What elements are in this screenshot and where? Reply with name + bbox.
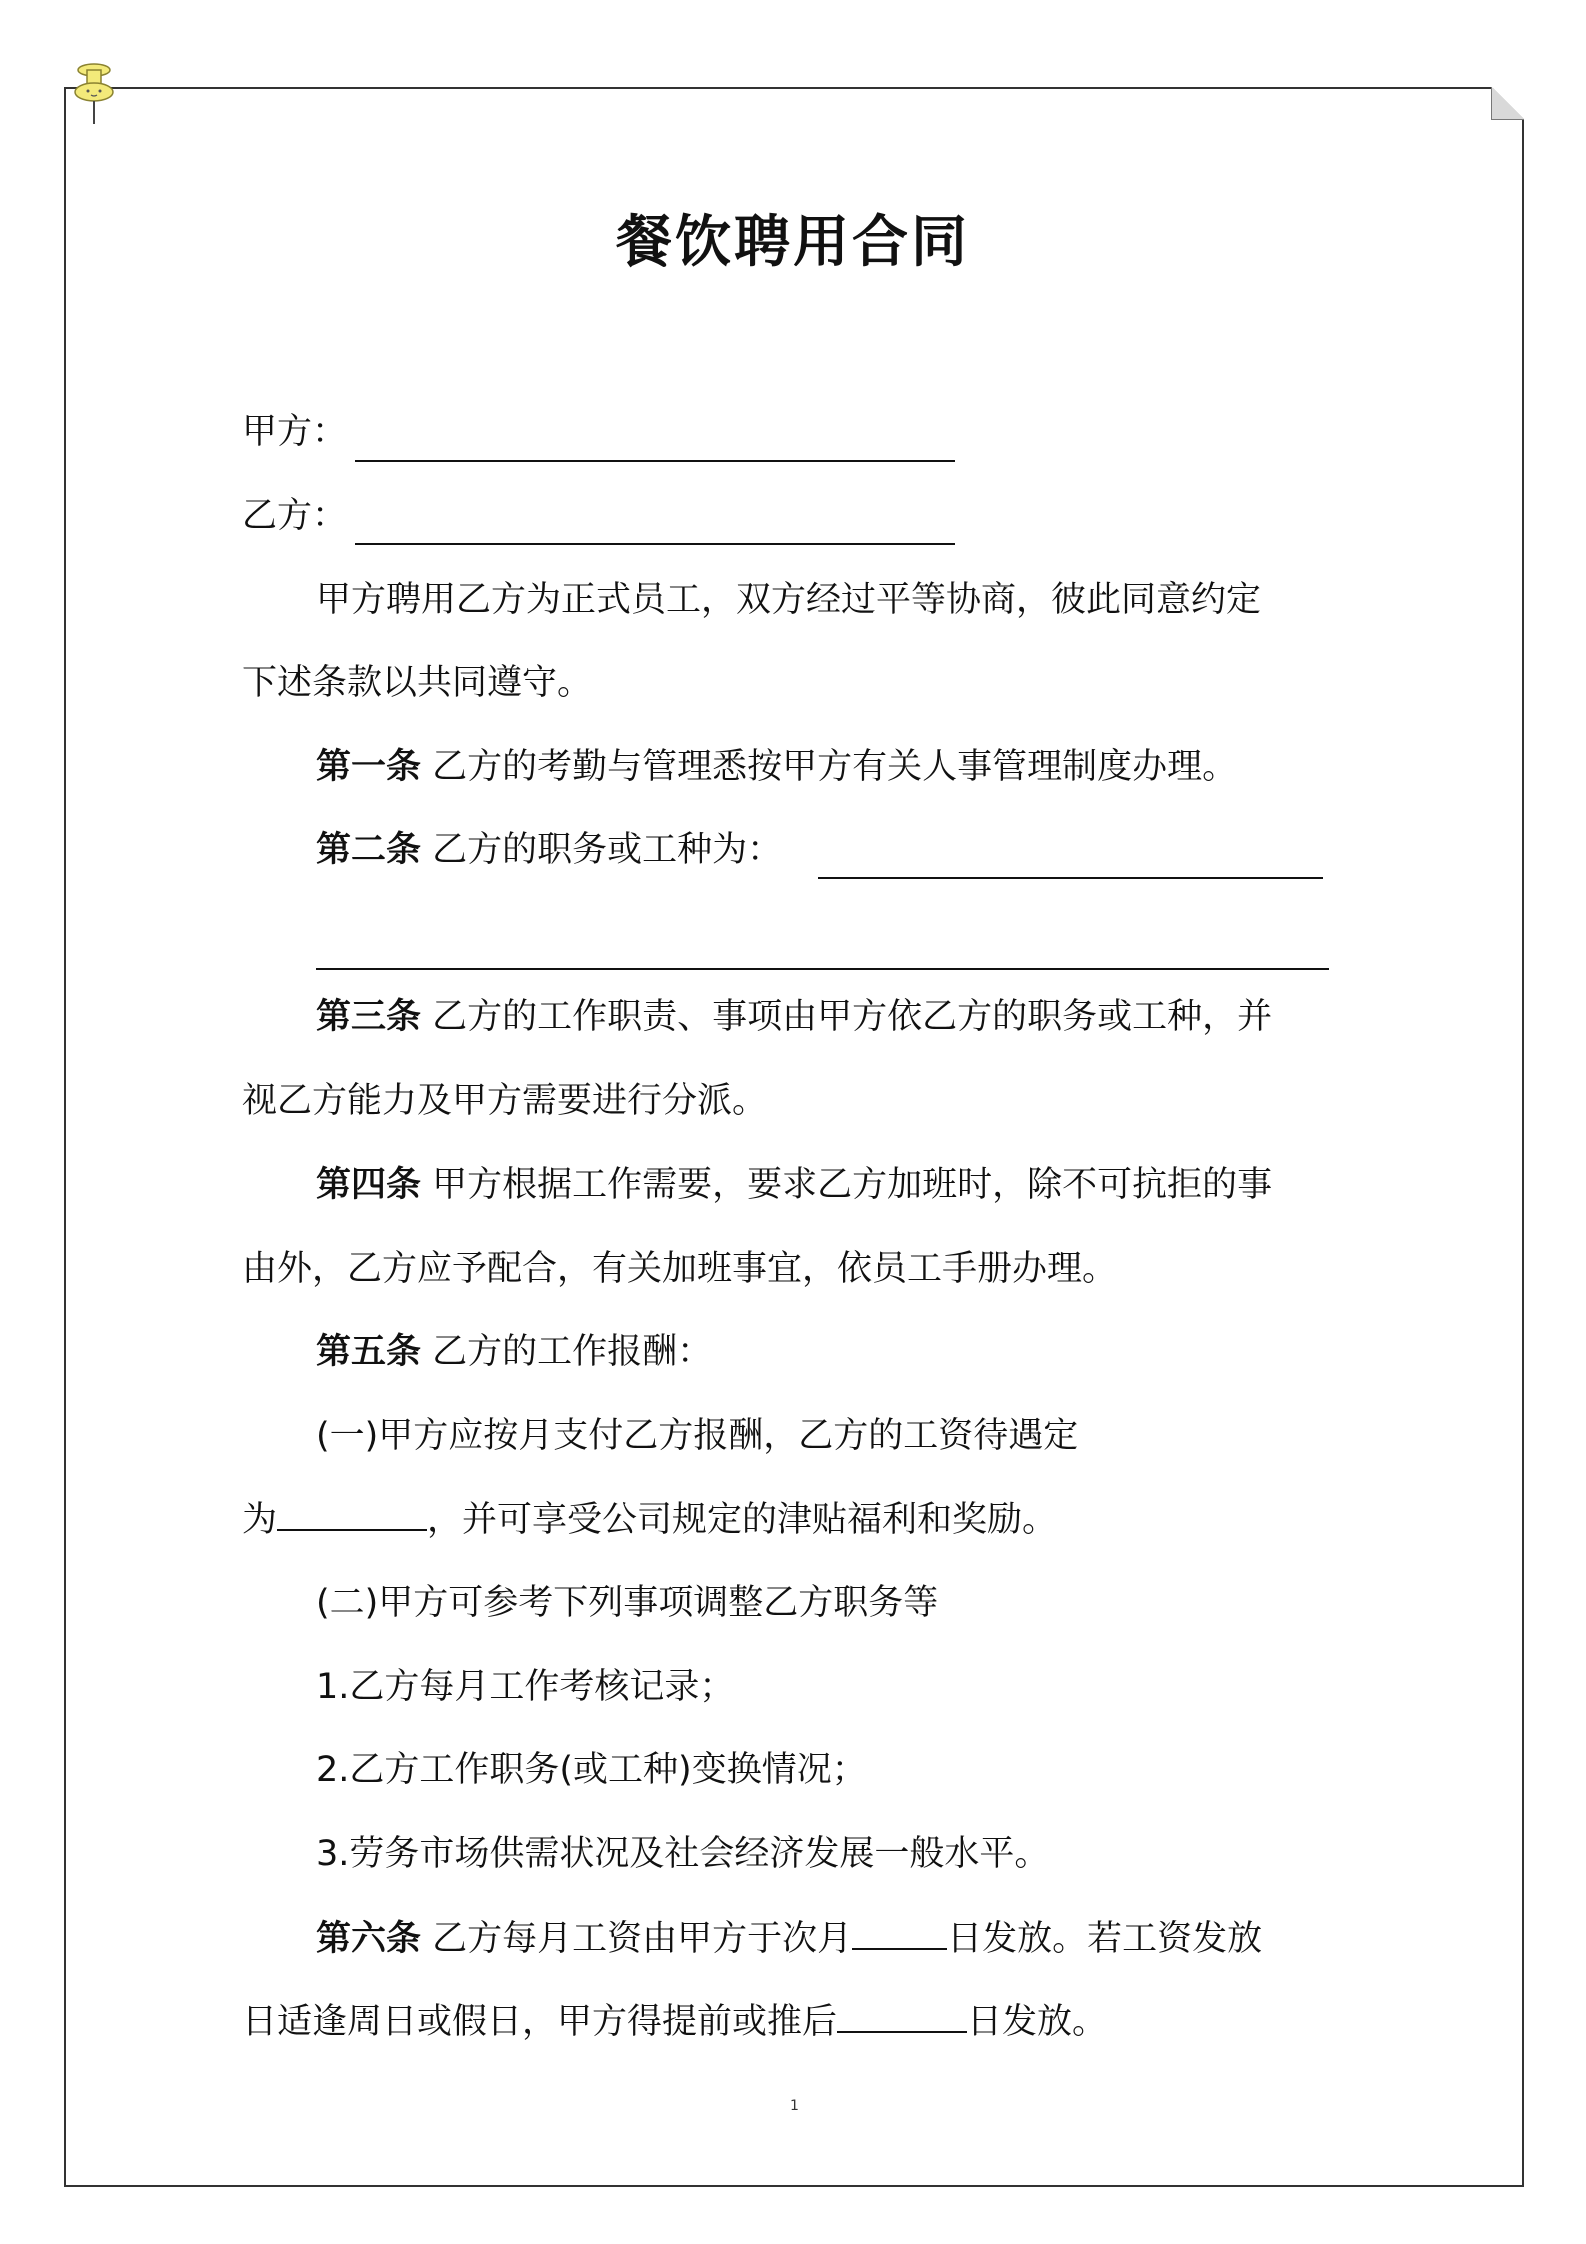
article-6-text-a: 乙方每月工资由甲方于次月 bbox=[421, 1919, 853, 1959]
list-item-2: 2.乙方工作职务(或工种)变换情况； bbox=[316, 1750, 867, 1790]
article-1 bbox=[316, 743, 1237, 791]
article-4-heading: 第四条 bbox=[316, 1165, 422, 1205]
party-b-label: 乙方： bbox=[242, 496, 348, 536]
pushpin-icon bbox=[72, 60, 116, 128]
payday-blank[interactable] bbox=[852, 1914, 947, 1950]
article-3-heading: 第三条 bbox=[316, 997, 422, 1037]
article-6-line-2-b: 日发放。 bbox=[967, 2002, 1108, 2042]
article-2-text: 乙方的职务或工种为： bbox=[421, 830, 783, 870]
party-a-label: 甲方： bbox=[242, 412, 348, 452]
article-5 bbox=[316, 1328, 712, 1376]
salary-suffix: ，并可享受公司规定的津贴福利和奖励。 bbox=[427, 1500, 1058, 1540]
article-6-line-2 bbox=[242, 1997, 1107, 2046]
list-item-3: 3.劳务市场供需状况及社会经济发展一般水平。 bbox=[316, 1834, 1050, 1874]
job-title-blank-2[interactable] bbox=[316, 968, 1329, 970]
article-6-heading: 第六条 bbox=[316, 1919, 422, 1959]
article-2 bbox=[316, 826, 782, 874]
page-corner-fold-icon bbox=[1491, 87, 1524, 120]
article-5-item-1-line-1: (一)甲方应按月支付乙方报酬，乙方的工资待遇定 bbox=[316, 1416, 1079, 1456]
article-3-line-1 bbox=[316, 993, 1272, 1041]
article-3-text: 乙方的工作职责、事项由甲方依乙方的职务或工种，并 bbox=[421, 997, 1273, 1037]
article-4-text: 甲方根据工作需要，要求乙方加班时，除不可抗拒的事 bbox=[421, 1165, 1273, 1205]
party-b-blank[interactable] bbox=[355, 543, 955, 545]
document-title: 餐饮聘用合同 bbox=[616, 210, 970, 275]
salary-blank[interactable] bbox=[277, 1495, 427, 1531]
article-4-line-1 bbox=[316, 1161, 1272, 1209]
article-5-item-1-line-2 bbox=[242, 1495, 1057, 1544]
article-1-heading: 第一条 bbox=[316, 747, 422, 787]
article-5-heading: 第五条 bbox=[316, 1332, 422, 1372]
article-3-line-2: 视乙方能力及甲方需要进行分派。 bbox=[242, 1081, 768, 1121]
list-item-1: 1.乙方每月工作考核记录； bbox=[316, 1667, 735, 1707]
article-5-text: 乙方的工作报酬： bbox=[421, 1332, 713, 1372]
page-number: 1 bbox=[790, 2098, 799, 2114]
article-5-item-2: (二)甲方可参考下列事项调整乙方职务等 bbox=[316, 1583, 939, 1623]
article-6-line-2-a: 日适逢周日或假日，甲方得提前或推后 bbox=[242, 2002, 838, 2042]
adjust-days-blank[interactable] bbox=[837, 1997, 967, 2033]
article-6-text-b: 日发放。若工资发放 bbox=[947, 1919, 1263, 1959]
intro-line-1: 甲方聘用乙方为正式员工，双方经过平等协商，彼此同意约定 bbox=[316, 580, 1262, 620]
intro-line-2: 下述条款以共同遵守。 bbox=[242, 663, 593, 703]
article-6-line-1 bbox=[316, 1914, 1262, 1963]
article-4-line-2: 由外，乙方应予配合，有关加班事宜，依员工手册办理。 bbox=[242, 1249, 1118, 1289]
job-title-blank[interactable] bbox=[818, 877, 1323, 879]
article-1-text: 乙方的考勤与管理悉按甲方有关人事管理制度办理。 bbox=[421, 747, 1238, 787]
salary-prefix: 为 bbox=[242, 1500, 278, 1540]
article-2-heading: 第二条 bbox=[316, 830, 422, 870]
party-a-blank[interactable] bbox=[355, 460, 955, 462]
